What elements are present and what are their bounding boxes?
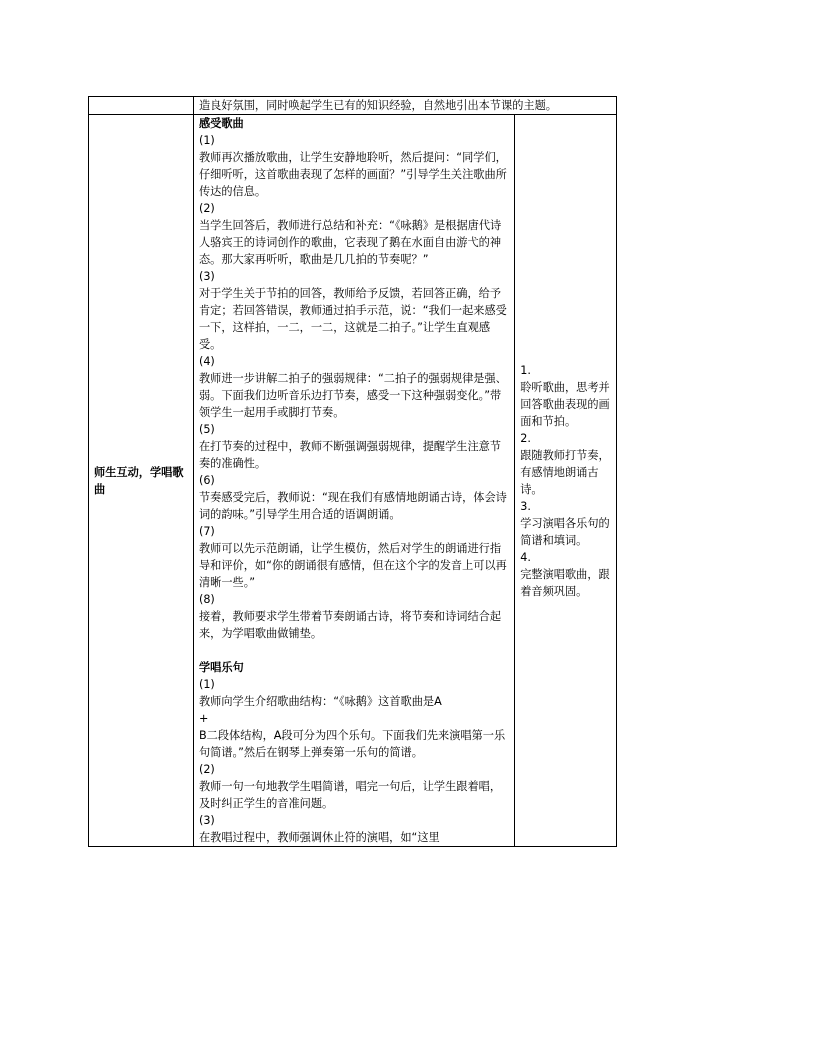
item-number: (5) — [198, 423, 215, 436]
item-number: (2) — [198, 763, 215, 776]
student-item-text: 学习演唱各乐句的简谱和填词。 — [520, 516, 610, 547]
student-item-number: 3. — [520, 499, 531, 513]
lesson-plan-table — [88, 96, 617, 847]
student-item-number: 1. — [520, 363, 531, 377]
item-text: 对于学生关于节拍的回答，教师给予反馈，若回答正确，给予肯定；若回答错误，教师通过拍手示范，说：“我们一起来感受一下，这样拍，一二，一二，这就是二拍子。”让学生直观感受。 — [198, 287, 507, 351]
section-title: 学唱乐句 — [198, 661, 244, 674]
stage-cell-top — [89, 97, 194, 115]
item-text: 教师一句一句地教学生唱简谱，唱完一句后，让学生跟着唱，及时纠正学生的音准问题。 — [198, 780, 502, 810]
item-text: 在打节奏的过程中，教师不断强调强弱规律，提醒学生注意节奏的准确性。 — [198, 440, 502, 470]
item-text: 教师向学生介绍歌曲结构：“《咏鹅》这首歌曲是A + B二段体结构，A段可分为四个乐句。下面我们先来演唱第一乐句简谱。”然后在钢琴上弹奏第一乐句的简谱。 — [198, 695, 506, 759]
student-item-text: 聆听歌曲，思考并回答歌曲表现的画面和节拍。 — [520, 380, 610, 428]
item-text: 教师进一步讲解二拍子的强弱规律：“二拍子的强弱规律是强、弱。下面我们边听音乐边打节奏，感受一下这种强弱变化。”带领学生一起用手或脚打节奏。 — [198, 372, 507, 419]
content-cell-top: 造良好氛围，同时唤起学生已有的知识经验，自然地引出本节课的主题。 — [193, 97, 616, 115]
section-spacer — [199, 642, 509, 659]
student-item-number: 2. — [520, 431, 531, 445]
stage-cell-main: 师生互动，学唱歌曲 — [89, 115, 194, 847]
item-number: (7) — [198, 525, 215, 538]
item-text: 接着，教师要求学生带着节奏朗诵古诗，将节奏和诗词结合起来，为学唱歌曲做铺垫。 — [198, 610, 502, 640]
item-number: (2) — [198, 202, 215, 215]
student-item-number: 4. — [520, 550, 531, 564]
table-row-main — [89, 115, 617, 847]
item-text: 节奏感受完后，教师说：“现在我们有感情地朗诵古诗，体会诗词的韵味。”引导学生用合适的语调朗诵。 — [198, 491, 507, 521]
item-text: 当学生回答后，教师进行总结和补充：“《咏鹅》是根据唐代诗人骆宾王的诗词创作的歌曲，它表现了鹅在水面自由游弋的神态。那大家再听听，歌曲是几几拍的节奏呢？” — [198, 219, 502, 266]
section-feel-song — [199, 115, 509, 642]
item-number: (8) — [198, 593, 215, 606]
item-number: (3) — [198, 270, 215, 283]
item-number: (1) — [198, 678, 215, 691]
student-item-text: 跟随教师打节奏，有感情地朗诵古诗。 — [520, 448, 610, 496]
table-row-top — [89, 97, 617, 115]
item-text: 教师再次播放歌曲，让学生安静地聆听，然后提问：“同学们，仔细听听，这首歌曲表现了怎样的画面？”引导学生关注歌曲所传达的信息。 — [198, 151, 507, 198]
item-number: (3) — [198, 814, 215, 827]
item-number: (1) — [198, 134, 215, 147]
item-number: (4) — [198, 355, 215, 368]
student-item-text: 完整演唱歌曲，跟着音频巩固。 — [520, 567, 610, 598]
section-title: 感受歌曲 — [198, 117, 244, 130]
item-number: (6) — [198, 474, 215, 487]
teacher-activity-cell — [193, 115, 514, 847]
item-text: 教师可以先示范朗诵，让学生模仿，然后对学生的朗诵进行指导和评价，如“你的朗诵很有感情，但在这个字的发音上可以再清晰一些。” — [198, 542, 507, 589]
item-text: 在教唱过程中，教师强调休止符的演唱，如“这里 — [198, 831, 440, 844]
section-learn-phrases — [199, 659, 509, 846]
student-activity-cell — [515, 115, 617, 847]
